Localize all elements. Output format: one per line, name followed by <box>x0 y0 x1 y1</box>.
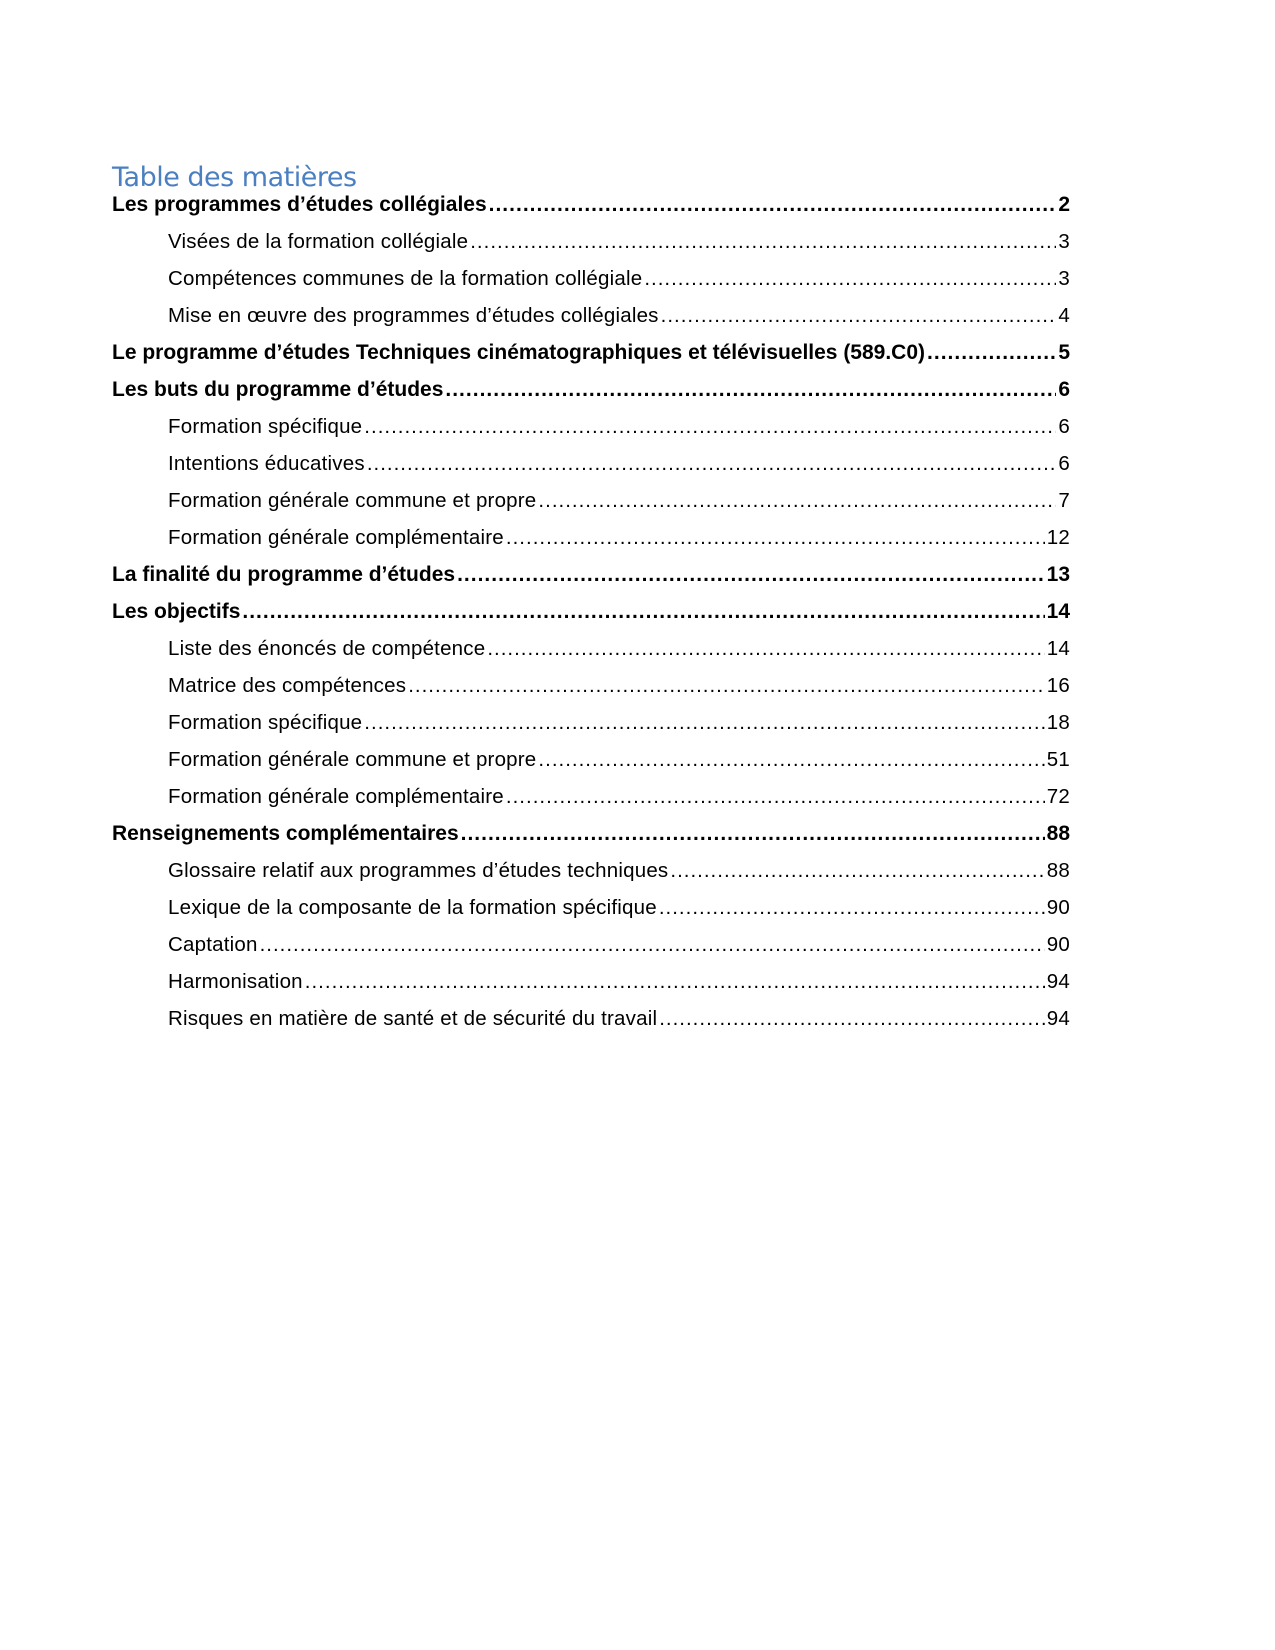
toc-entry-page: 12 <box>1046 526 1070 549</box>
toc-entry-label: Le programme d’études Techniques cinématographiques et télévisuelles (589.C0) <box>112 341 926 364</box>
toc-entry-page: 18 <box>1046 711 1070 734</box>
toc-entry-label: Renseignements complémentaires <box>112 822 459 845</box>
dot-leader <box>489 186 1057 223</box>
toc-entry-page: 7 <box>1058 489 1070 512</box>
dot-leader <box>364 408 1056 445</box>
toc-entry[interactable] <box>112 667 1070 704</box>
toc-entry-label: Captation <box>168 933 258 956</box>
toc-entry[interactable] <box>112 334 1070 371</box>
dot-leader <box>659 1000 1045 1037</box>
toc-entry-label: Intentions éducatives <box>168 452 365 475</box>
dot-leader <box>305 963 1045 1000</box>
toc-entry-label: Lexique de la composante de la formation spécifique <box>168 896 657 919</box>
toc-entry[interactable] <box>112 408 1070 445</box>
toc-entry-label: Formation générale complémentaire <box>168 526 504 549</box>
toc-entry-label: Formation spécifique <box>168 415 363 438</box>
toc-entry[interactable] <box>112 445 1070 482</box>
toc-entry-label: Formation générale commune et propre <box>168 489 537 512</box>
dot-leader <box>445 371 1056 408</box>
toc-entry[interactable] <box>112 519 1070 556</box>
table-of-contents <box>112 186 1070 1037</box>
toc-entry-label: Glossaire relatif aux programmes d’études techniques <box>168 859 669 882</box>
toc-entry[interactable] <box>112 630 1070 667</box>
toc-entry[interactable] <box>112 223 1070 260</box>
toc-entry[interactable] <box>112 297 1070 334</box>
dot-leader <box>260 926 1045 963</box>
dot-leader <box>538 741 1044 778</box>
toc-title: Table des matières <box>112 162 357 194</box>
dot-leader <box>506 519 1045 556</box>
dot-leader <box>364 704 1045 741</box>
toc-entry-label: Mise en œuvre des programmes d’études collégiales <box>168 304 659 327</box>
toc-entry-page: 72 <box>1046 785 1070 808</box>
dot-leader <box>470 223 1056 260</box>
toc-entry-label: Risques en matière de santé et de sécurité du travail <box>168 1007 658 1030</box>
toc-entry-label: Formation spécifique <box>168 711 363 734</box>
toc-entry-page: 5 <box>1058 341 1070 364</box>
toc-entry-page: 16 <box>1046 674 1070 697</box>
dot-leader <box>461 815 1045 852</box>
toc-entry[interactable] <box>112 926 1070 963</box>
toc-entry[interactable] <box>112 1000 1070 1037</box>
toc-entry[interactable] <box>112 186 1070 223</box>
toc-entry-page: 88 <box>1046 822 1070 845</box>
toc-entry-label: Harmonisation <box>168 970 303 993</box>
toc-entry-page: 90 <box>1046 933 1070 956</box>
dot-leader <box>538 482 1056 519</box>
dot-leader <box>670 852 1044 889</box>
dot-leader <box>927 334 1056 371</box>
toc-entry[interactable] <box>112 260 1070 297</box>
toc-entry-page: 6 <box>1058 378 1070 401</box>
dot-leader <box>242 593 1044 630</box>
toc-entry-page: 6 <box>1058 452 1070 475</box>
toc-entry-label: Matrice des compétences <box>168 674 407 697</box>
toc-entry-page: 6 <box>1058 415 1070 438</box>
toc-entry[interactable] <box>112 815 1070 852</box>
dot-leader <box>644 260 1056 297</box>
toc-entry-page: 2 <box>1058 193 1070 216</box>
toc-entry-page: 3 <box>1058 267 1070 290</box>
toc-entry-label: Les programmes d’études collégiales <box>112 193 487 216</box>
toc-entry[interactable] <box>112 889 1070 926</box>
toc-entry-page: 14 <box>1046 637 1070 660</box>
toc-entry-page: 94 <box>1046 970 1070 993</box>
toc-entry[interactable] <box>112 963 1070 1000</box>
dot-leader <box>659 889 1045 926</box>
dot-leader <box>661 297 1057 334</box>
toc-entry[interactable] <box>112 704 1070 741</box>
toc-entry-label: Liste des énoncés de compétence <box>168 637 486 660</box>
toc-entry[interactable] <box>112 741 1070 778</box>
toc-entry-label: Formation générale commune et propre <box>168 748 537 771</box>
toc-entry-label: Formation générale complémentaire <box>168 785 504 808</box>
toc-entry-page: 4 <box>1058 304 1070 327</box>
toc-entry-label: Les objectifs <box>112 600 241 623</box>
toc-entry[interactable] <box>112 778 1070 815</box>
toc-entry-page: 88 <box>1046 859 1070 882</box>
dot-leader <box>506 778 1045 815</box>
toc-entry-page: 14 <box>1046 600 1070 623</box>
toc-entry-label: Compétences communes de la formation collégiale <box>168 267 643 290</box>
toc-entry-page: 51 <box>1046 748 1070 771</box>
toc-entry-label: Visées de la formation collégiale <box>168 230 469 253</box>
toc-entry[interactable] <box>112 556 1070 593</box>
toc-entry-page: 94 <box>1046 1007 1070 1030</box>
dot-leader <box>457 556 1045 593</box>
toc-entry[interactable] <box>112 852 1070 889</box>
toc-entry-label: La finalité du programme d’études <box>112 563 456 586</box>
dot-leader <box>408 667 1045 704</box>
dot-leader <box>367 445 1057 482</box>
dot-leader <box>487 630 1044 667</box>
toc-entry-page: 3 <box>1058 230 1070 253</box>
toc-entry-page: 13 <box>1046 563 1070 586</box>
toc-entry[interactable] <box>112 482 1070 519</box>
toc-entry-page: 90 <box>1046 896 1070 919</box>
toc-entry[interactable] <box>112 593 1070 630</box>
toc-entry[interactable] <box>112 371 1070 408</box>
toc-entry-label: Les buts du programme d’études <box>112 378 444 401</box>
